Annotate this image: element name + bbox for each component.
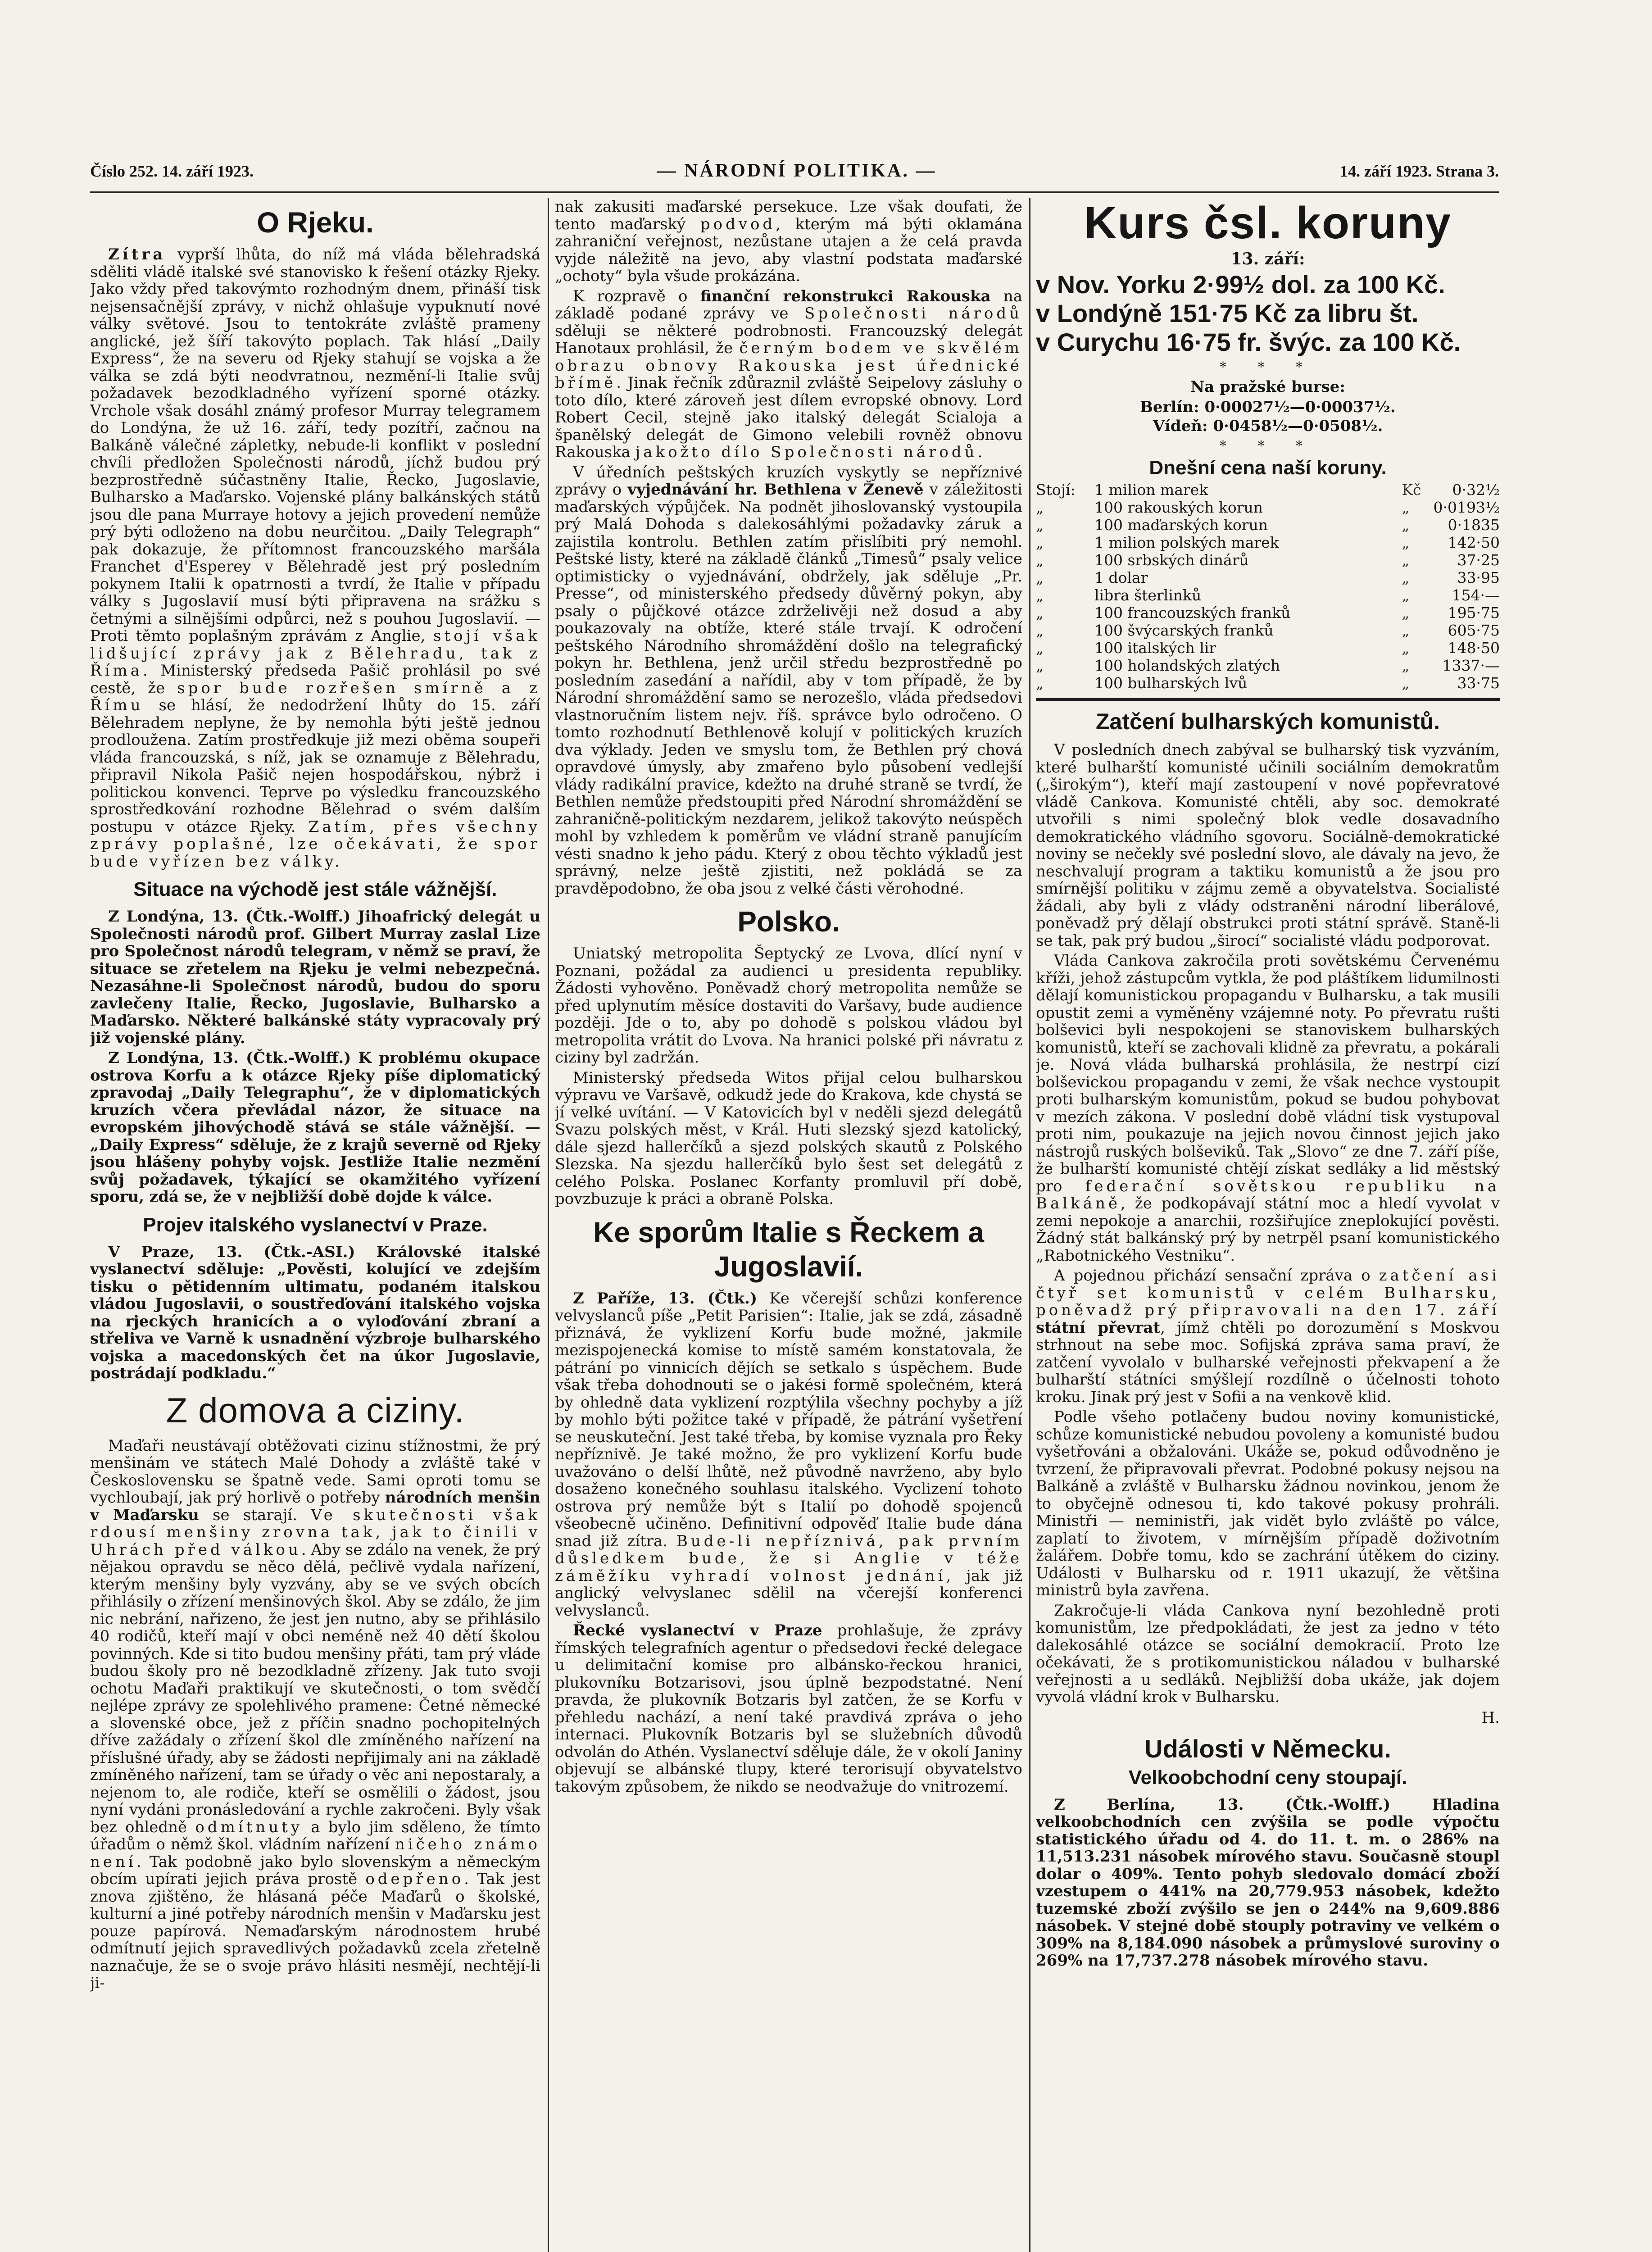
bold-text: státní převrat	[1036, 1318, 1161, 1337]
spaced-text: ničeho známo není	[90, 1835, 540, 1871]
rate-berlin: Berlín: 0·00027½—0·00037½.	[1140, 398, 1396, 416]
exchange-date: 13. září:	[1230, 250, 1305, 268]
rate-row-prefix: „	[1036, 586, 1044, 604]
text-run: , jak již anglický velvyslanec sdělil na včerejší konferenci velvyslanců.	[555, 1566, 1022, 1620]
spaced-text: odepřeno	[365, 1870, 464, 1888]
rate-row	[1036, 622, 1500, 639]
article-body: Z Londýna, 13. (Čtk.-Wolff.) K problému okupace ostrova Korfu a k otázce Rjeky píše diplomatický zpravodaj „Daily Telegraphu“, že v diplomatických kruzích včera převládal názor, že situace na evropském jihovýchodě stává se stále vážnější. — „Daily Express“ sděluje, že z krajů severně od Rjeky jsou hlášeny pohyby vojsk. Jestliže Italie nezmění svůj požadavek, týkající se okamžitého vyřízení sporu, zdá se, že v nejbližší době dojde k válce.	[90, 1049, 540, 1206]
rate-row-prefix: „	[1036, 639, 1044, 657]
spaced-text: odmítnuty	[195, 1818, 303, 1836]
column-2	[555, 198, 1022, 2252]
rate-item: 100 italských lir	[1094, 639, 1216, 657]
header-rule	[90, 191, 1499, 193]
rate-row	[1036, 481, 1500, 499]
article-body	[1036, 1267, 1500, 1406]
rate-row-prefix: „	[1036, 622, 1044, 639]
rate-unit: „	[1402, 551, 1410, 569]
article-title-sporum: Ke sporům Italie s Řeckem a Jugoslavií.	[593, 1216, 984, 1283]
rate-item: 1 milion polských marek	[1094, 534, 1279, 551]
spaced-text: podvod	[700, 215, 776, 233]
rate-row	[1036, 534, 1500, 551]
rate-zurich: v Curychu 16·75 fr. švýc. za 100 Kč.	[1036, 328, 1461, 356]
rate-row-prefix: „	[1036, 604, 1044, 622]
article-title-udalosti: Události v Německu.	[1144, 1734, 1391, 1763]
text-run: se hlásí, že nedodržení lhůty do 15. září Bělehradem neplyne, že by nemohla býti ještě jednou prodloužena. Zatím prostředkuje již mezi oběma soupeři vláda francouzská, s níž, jak se oznamuje z Bělehradu, připravil Nikola Pašič nejen hospodářskou, nýbrž i politickou konvenci. Teprve po výsledku francouzského sprostředkování rozhodne Bělehrad o svém dalším postupu v otázce Rjeky.	[90, 696, 540, 836]
rate-row	[1036, 499, 1500, 516]
article-subtitle: Velkoobchodní ceny stoupají.	[1128, 1766, 1407, 1789]
text-run: prohlašuje, že zprávy římských telegrafních agentur o předsedovi řecké delegace u delimitační komise pro albánsko-řeckou hranici, plukovníku Botzarisovi, jsou úplně bezpodstatné. Není pravda, že plukovník Botzaris byl zatčen, že se Korfu v přehledu nachází, a není také pravdivá zpráva o jeho internaci. Plukovník Botzaris byl se služebních důvodů odvolán do Athén. Vyslanectví sděluje dále, že v okolí Janiny objevují se albánské tlupy, které terorisují obyvatelstvo takovým způsobem, že nikdo se neodvažuje do vnitrozemí.	[555, 1621, 1022, 1796]
article-title-polsko: Polsko.	[737, 905, 840, 938]
spaced-text: spor bude rozřešen smírně a z Římu	[90, 679, 540, 714]
rate-row-prefix: „	[1036, 569, 1044, 586]
rate-unit: Kč	[1402, 481, 1421, 499]
rate-unit: „	[1402, 499, 1410, 516]
article-body: Z Londýna, 13. (Čtk.-Wolff.) Jihoafrický delegát u Společnosti národů prof. Gilbert Murray zaslal Lize pro Společnost národů telegram, v němž se praví, že situace se zřetelem na Rjeku je velmi nebezpečná. Nezasáhne-li Společnost národů, budou do sporu zavlečeny Italie, Řecko, Jugoslavie, Bulharsko a Maďarsko. Některé balkánské státy vypracovaly prý již vojenské plány.	[90, 908, 540, 1047]
text-run: . Ministerský předseda Pašič prohlásil po své cestě, že	[90, 662, 540, 697]
rate-value: 148·50	[1448, 639, 1500, 657]
article-title-zatceni: Zatčení bulharských komunistů.	[1095, 709, 1440, 734]
article-body	[90, 1437, 540, 1992]
rate-london: v Londýně 151·75 Kč za libru št.	[1036, 299, 1419, 327]
article-title-rijeka: O Rjeku.	[257, 206, 374, 239]
rate-value: 154·—	[1452, 586, 1500, 604]
text-run: V úředních peštských kruzích vyskytly se nepříznivé zprávy o	[555, 463, 1022, 499]
text-run: .	[977, 443, 983, 461]
rate-new-york: v Nov. Yorku 2·99½ dol. za 100 Kč.	[1036, 270, 1445, 299]
rate-value: 605·75	[1448, 622, 1500, 639]
rate-unit: „	[1402, 639, 1410, 657]
rate-vienna: Vídeň: 0·0458½—0·0508½.	[1153, 417, 1383, 435]
article-body	[90, 246, 540, 870]
rate-unit: „	[1402, 516, 1410, 534]
article-title-situace: Situace na východě jest stále vážnější.	[133, 878, 497, 900]
spaced-text: federační sovětskou republiku na Balkáně	[1036, 1177, 1500, 1212]
rate-item: 1 dolar	[1094, 569, 1148, 586]
text-run: Maďaři neustávají obtěžovati cizinu stížnostmi, že prý menšinám ve státech Malé Dohody a zvláště také v Československu se špatně vede. Sami oproti tomu se vychloubají, jak prý horlivě o potřeby	[90, 1436, 540, 1507]
article-body	[555, 198, 1022, 285]
column-divider	[548, 198, 549, 2252]
spaced-text: zatčení asi čtyř set komunistů v celém Bulharsku, poněvadž prý připravovali na den 17. září	[1036, 1267, 1500, 1319]
bold-text: finanční rekonstrukci Rakouska	[700, 287, 991, 305]
article-body	[555, 288, 1022, 461]
article-body: Podle všeho potlačeny budou noviny komunistické, schůze komunistické nebudou povoleny a komunisté budou vyšetřováni a obžalováni. Ukáže se, pokud odůvodněno je tvrzení, že připravovali převrat. Podobné pokusy nejsou na Balkáně a zvláště v Bulharsku žádnou novinkou, jenom že to obyčejně odnesou ti, kdo takové pokusy prohráli. Ministři — neministři, jak vidět bylo zvláště po válce, zaplatí to životem, v mírnějším případě doživotním žalářem. Dobře tomu, kdo se zachrání útěkem do ciziny. Události v Bulharsku od r. 1911 ukazují, že většina ministrů byla zavřena.	[1036, 1408, 1500, 1599]
section-title-domova: Z domova a ciziny.	[166, 1390, 465, 1430]
spaced-text: černým bodem ve skvělém obrazu obnovy Rakouska jest úřednické břímě	[555, 339, 1022, 392]
spaced-text: Společnosti národů	[804, 304, 1022, 322]
text-run: , kterým má býti oklamána zahraniční veřejnost, nezůstane utajen a že celá pravda vyjde náležitě na jevo, aby vlastní podstata maďarské „ochoty“ byla všude prokázána.	[555, 215, 1022, 285]
spaced-text: Bude-li nepříznivá, pak prvním důsledkem bude, že si Anglie v téže záměžíku vyhradí volnost jednání	[555, 1532, 1022, 1585]
rate-row	[1036, 657, 1500, 674]
rate-row-prefix: „	[1036, 499, 1044, 516]
text-run: sděluji se některé podrobnosti. Francouzský delegát Hanotaux prohlásil, že	[555, 322, 1022, 357]
text-run: K rozpravě o	[573, 287, 700, 305]
rate-value: 142·50	[1448, 534, 1500, 551]
lead-word: Zítra	[108, 245, 166, 263]
article-body	[555, 1622, 1022, 1795]
text-run: Ke včerejší schůzi konference velvyslanců píše „Petit Parisien“: Italie, jak se zdá, zásadně přiznává, že vyklizení Korfu bude možné, jakmile mezispojenecká komise to místě samém konstatovala, že pátrání po vinnicích dějích se setkalo s úspěchem. Bude však třeba dohodnouti se o jakési formě společném, která by ohledně data vyklizení rozptýlila všechny pochyby a jíž by mohlo býti požitce také v případě, že pátrání vyšetření se neuskuteční. Jest také třeba, by komise vyznala pro Řeky nepříznivě. Je také možno, že pro vyklizení Korfu bude uvažováno o delší lhůtě, než původně navrženo, aby bylo dosaženo konečného souhlasu italského. Vyclizení tohoto ostrova prý nemůže být s Italií po dohodě spojenců všeobecně učiněno. Definitivní odpověď Italie bude dána snad již zítra.	[555, 1289, 1022, 1550]
rate-row	[1036, 674, 1500, 692]
rate-unit: „	[1402, 657, 1410, 674]
text-run: . Tak podobně jako bylo slovenským a německým obcím upírati jejich práva prostě	[90, 1852, 540, 1888]
rate-item: 100 francouzských franků	[1094, 604, 1291, 622]
text-run: . Tak jest znova zjištěno, že hlásaná péče Maďarů o školské, kulturní a jiné potřeby národních menšin v Maďarsku jest pouze papírová. Nemaďarským národnostem hrubé odmítnutí jejich spravedlivých požadavků zcela zřetelně naznačuje, že se o svoje právo hlásiti nesmějí, nechtějí-li ji-	[90, 1870, 540, 1992]
rate-unit: „	[1402, 604, 1410, 622]
article-body: Z Berlína, 13. (Čtk.-Wolff.) Hladina velkoobchodních cen zvýšila se podle výpočtu statistického úřadu od 4. do 11. t. m. o 286% na 11,513.231 násobek mírového stavu. Současně stoupl dolar o 409%. Tento pohyb sledovalo domácí zboží vzestupem o 441% na 20,779.953 násobek, kdežto tuzemské zboží zvýšilo se jen o 244% na 9,609.886 násobek. V stejné době stouply potraviny ve velkém o 309% na 8,184.090 násobek a průmyslové suroviny o 269% na 17,737.278 násobek mírového stavu.	[1036, 1795, 1500, 1970]
page-number: 14. září 1923. Strana 3.	[1340, 162, 1499, 180]
column-1	[90, 198, 540, 2252]
rate-row-prefix: „	[1036, 674, 1044, 692]
page-header	[90, 160, 1499, 196]
article-body	[1036, 952, 1500, 1264]
text-run: a bylo jim sděleno, že tímto úřadům o němž škol. vládním nařízení	[90, 1818, 540, 1853]
rate-item: 100 holandských zlatých	[1094, 657, 1280, 674]
text-run: nak zakusiti maďarské persekuce. Lze však doufati, že tento maďarský	[555, 198, 1022, 233]
burse-title: Na pražské burse:	[1190, 378, 1345, 396]
article-title-projev: Projev italského vyslanectví v Praze.	[143, 1213, 488, 1236]
bold-text: národních menšin v Maďarsku	[90, 1489, 540, 1524]
issue-number: Číslo 252. 14. září 1923.	[90, 162, 254, 180]
column-divider	[1029, 198, 1030, 2252]
rate-row	[1036, 551, 1500, 569]
text-run: vyprší lhůta, do níž má vláda bělehradská sděliti vládě italské své stanovisko k řešení otázky Rjeky. Jako vždy před takovýmto rozhodným dnem, přináší tisk nejsensačnější zprávy, v nichž ohlašuje vypuknutí nové války světové. Jsou to tentokráte zvláště prameny anglické, jež šíří takovýto poplach. Tak hlásí „Daily Express“, že na severu od Rjeky stahují se vojska a že válka se zdá býti neodvratnou, nezmění-li Italie svůj požadavek bezodkladného vyřízení sporné otázky. Vrchole však dosáhl známý profesor Murray telegramem do Londýna, že už 16. září, tedy pozítří, začnou na Balkáně válečné zápletky, nebude-li konflikt v poslední chvíli předložen Společnosti národů, jíchž budou prý bezprostředně súčastněny Italie, Řecko, Jugoslavie, Bulharsko a Maďarsko. Vojenské plány balkánských států jsou dle pana Murraye hotovy a jejich provedení nemůže prý býti odloženo na dobu neurčitou. „Daily Telegraph“ pak dokazuje, že přítomnost francouzského maršála Franchet d'Esperey v Bělehradě jest prý posledním pokynem Italii k opatrnosti a tvrdí, že Italie v případu války s Jugoslavií musí býti připravena na srážku s četnými a silnějšími odpůrci, než s pouhou Jugoslavií. — Proti těmto poplašným zprávám z Anglie,	[90, 245, 540, 645]
rate-item: 100 srbských dinárů	[1094, 551, 1249, 569]
rate-unit: „	[1402, 622, 1410, 639]
rate-row	[1036, 604, 1500, 622]
rate-row-prefix: „	[1036, 551, 1044, 569]
box-bottom-rule	[1036, 698, 1500, 701]
author-signature: H.	[1481, 1708, 1500, 1727]
crown-price-table	[1036, 481, 1500, 692]
rate-value: 0·32½	[1452, 481, 1500, 499]
spaced-text: Ve skutečnosti však rdousí menšiny zrovna tak, jak to činili v Uhrách před válkou	[90, 1506, 540, 1559]
rate-unit: „	[1402, 534, 1410, 551]
rate-unit: „	[1402, 569, 1410, 586]
asterism: * * *	[1219, 438, 1316, 454]
text-run: A pojednou přichází sensační zpráva o	[1054, 1267, 1379, 1285]
article-body: V posledních dnech zabýval se bulharský tisk vyzváním, které bulharští komunisté učinili sociálním demokratům („širokým“), kteří mají zastoupení v nové popřevratové vládě Cankova. Komunisté chtěli, aby soc. demokraté utvořili s nimi společný blok vedle dosavadního demokratického vládního sgovoru. Sociálně-demokratické noviny se nečekly své poslední slovo, ale dávaly na jevo, že neschvalují program a taktiku komunistů a že jsou pro smírnější politiku v zájmu země a obyvatelstva. Socialisté žádali, aby byli z vlády odstraněni národní liberálové, poněvadž prý dělají obstrukci proti státní správě. Staně-li se tak, pak prý budou „širocí“ socialisté vládu podporovat.	[1036, 741, 1500, 950]
rate-item: 100 bulharských lvů	[1094, 674, 1248, 692]
spaced-text: Zatím, přes všechny zprávy poplašné, lze očekávati, že spor bude vyřízen bez války.	[90, 817, 540, 871]
spaced-text: stojí však lidšující zprávy jak z Bělehradu, tak z Říma	[90, 627, 540, 680]
article-body: Ministerský předseda Witos přijal celou bulharskou výpravu ve Varšavě, odkudž jede do Krakova, kde chystá se jí velké uvítání. — V Katovicích byl v neděli sjezd delegátů Svazu polských měst, v Král. Huti slezský sjezd katolický, dále sjezd hallerčíků a sjezd polských skautů z Polského Slezska. Na sjezdu hallerčíků bylo šest set delegátů z celého Polska. Poslanec Korfanty promluvil pří době, povzbuzuje k práci a obraně Polska.	[555, 1068, 1022, 1208]
rate-row-prefix: „	[1036, 516, 1044, 534]
rate-item: 100 maďarských korun	[1094, 516, 1268, 534]
text-run: Vláda Cankova zakročila proti sovětskému Červenému kříži, jehož zástupcům vytkla, že pod pláštíkem lidumilnosti dělají komunistickou propagandu v Bulharsku, a tak musili opustit zemi a vyměněny vzájemné noty. Po převratu rušti bolševici byli nespokojeni se stanoviskem bulharských komunistů, kteří se zachovali klidně za převratu, a pokárali je. Nová vláda bulharská prohlásila, že nestrpí cizí bolševickou propagandu v zemi, že však nechce vystoupit proti bulharským komunistům, pokud se budou pohybovat v mezích zákona. V poslední době vládní tisk vystupoval proti nim, poukazuje na jejich novou činnost jejich jako nástrojů ruských bolševiků. Tak „Slovo“ ze dne 7. září píše, že bulharští komunisté chtějí získat sedláky a lid městský pro	[1036, 952, 1500, 1195]
column-3	[1036, 198, 1500, 2252]
bold-text: Řecké vyslanectví v Praze	[573, 1621, 822, 1639]
exchange-rate-box	[1036, 198, 1500, 701]
spaced-text: jakožto dílo Společnosti národů	[635, 443, 978, 461]
text-run: v záležitosti maďarských výpůjček. Na podnět jihoslovanský vystoupila prý Malá Dohoda s dalekosáhlými požadavky záruk a zajistila kontrolu. Bethlen zatím přislíbiti prý nemohl. Peštské listy, které na základě článků „Timesů“ psaly velice optimisticky o vyjednávání, obdržely, jak sděluje „Pr. Presse“, od ministerského předsedy důvěrný pokyn, aby psaly o půjčkové otázce zdrželivěji než dosud a aby poukazovaly na obtíže, které stále trvají. K odročení peštského Národního shromáždění došlo na telegrafický pokyn hr. Bethlena, jenž určil středu bezprostředně po posledním zasedání a nařídil, aby v tom případě, že by Národní shromáždění samo se nerozešlo, vláda předsedovi vlastnoručním listem nejv. říš. správce bylo odročeno. O tomto rozhodnutí Bethlenově kolují v politických kruzích dva výklady. Jeden ve smyslu tom, že Bethlen prý chová opravdové úmysly, aby zmařeno bylo působení vedlejší vlády radikální pravice, kdežto na druhé straně se tvrdí, že Bethlen nemůže předstoupiti před Národní shromáždění se zahraničně-politickým nezdarem, jelikož takovýto neúspěch mohl by vzhledem k poměrům ve vládní straně panujícím vésti snadno k jeho pádu. Který z obou těchto výkladů jest správný, nelze ještě zjistiti, než pokládá se za pravděpodobno, že oba jsou z velké části věrohodné.	[555, 481, 1022, 898]
rate-row	[1036, 569, 1500, 586]
rate-value: 1337·—	[1442, 657, 1500, 674]
exchange-title: Kurs čsl. koruny	[1084, 198, 1452, 248]
rate-value: 195·75	[1448, 604, 1500, 622]
rate-item: libra šterlinků	[1094, 586, 1202, 604]
text-run: . Aby se zdálo na venek, že prý nějakou opravdu se něco dělá, pečlivě vydala nařízení, kterým menšiny byly vyzvány, aby se ve svých obcích přihlásily o zřízení menšinových škol. Aby se zdálo, že jim nic nebrání, nařizeno, že jest jen nutno, aby se přihlásilo 40 rodičů, kteří mají v obci neméně než 40 dětí školou povinných. Kde si tito budou menšiny přáti, tam prý vláde budou školy pro ně bezodkladně zřízeny. Jak tuto svoji ochotu Maďaři praktikují ve skutečnosti, o tom svědčí nejlépe zprávy ze spolehlivého pramene: Četné německé a slovenské obce, jež z příčin snadno pochopitelných dříve zažádaly o zřízení škol dle zmíněného nařízení na příslušné úřady, aby se žádosti nepřijimaly ani na základě zmíněného nařízení, tam se úřady o věc ani nepostaraly, a nejenom to, ale rodiče, kteří se osmělili o žádost, jsou nyní vydáni pronásledování a rychle zakročeni. Byly však bez ohledně	[90, 1540, 540, 1836]
rate-item: 100 rakouských korun	[1094, 499, 1263, 516]
text-run: , jímž chtěli po dorozumění s Moskvou strhnout na sebe moc. Sofijská zpráva sama praví, že zatčení vyvolalo v bulharské veřejnosti překvapení a že bulharští státníci smýšlejí rozdílně o účelnosti tohoto kroku. Jinak prý jest v Sofii a na venkově klid.	[1036, 1318, 1500, 1406]
rate-row-prefix: „	[1036, 534, 1044, 551]
rate-value: 33·95	[1457, 569, 1500, 586]
rate-value: 37·25	[1457, 551, 1500, 569]
article-body: V Praze, 13. (Čtk.-ASI.) Královské italské vyslanectví sděluje: „Pověsti, kolující ve zdejším tisku o pětidenním ultimatu, podaném italskou vládou Jugoslavii, o soustřeďování italského vojska na rjeckých hranicích a o vyloďování zbraní a střeliva ve Varně k usnadnění výzbroje bulharského vojska a macedonských čet na úkor Jugoslavie, postrádají podkladu.“	[90, 1243, 540, 1382]
rate-row	[1036, 586, 1500, 604]
text-run: , že podkopávají státní moc a hledí vyvolat v zemi nepokoje a anarchii, rozšiřujíce zneplokující pověsti. Žádný stát balkánský prý by netrpěl psaní komunistického „Rabotnického Vestniku“.	[1036, 1194, 1500, 1265]
article-body	[555, 1290, 1022, 1620]
article-body: Uniatský metropolita Šeptycký ze Lvova, dlící nyní v Poznani, požádal za audienci u presidenta republiky. Žádosti vyhověno. Poněvadž chorý metropolita nemůže se před uplynutím měsíce dostaviti do Varšavy, bude audience později. Jde o to, aby po dohodě s polskou vládou byl metropolita vrátit do Lvova. Na hranici polské při návratu z ciziny byl zadržán.	[555, 944, 1022, 1067]
bold-text: vyjednávání hr. Bethlena v Ženevě	[627, 481, 924, 499]
text-run: . Jinak řečník zdůraznil zvláště Seipelovy zásluhy o toto dílo, které zároveň jest dílem evropské obnovy. Lord Robert Cecil, stejně jako italský delegát Scialoja a španělský delegát de Gimono velebili rovněž obnovu Rakouska	[555, 374, 1022, 461]
rate-unit: „	[1402, 586, 1410, 604]
newspaper-title: — NÁRODNÍ POLITIKA. —	[657, 160, 937, 181]
article-body	[555, 464, 1022, 898]
rate-row-prefix: Stojí:	[1036, 481, 1076, 499]
rate-item: 1 milion marek	[1094, 481, 1208, 499]
article-body: Zakročuje-li vláda Cankova nyní bezohledně proti komunistům, lze předpokládati, že jest za jedno v této dalekosáhlé otázce se sociální demokracií. Proto lze očekávati, že s protikomunistickou náladou v bulharské veřejnosti a u sedláků. Nejbližší doba ukáže, jak dojem vyvolá vládní krok v Bulharsku.	[1036, 1601, 1500, 1706]
crown-price-title: Dnešní cena naší koruny.	[1149, 457, 1387, 479]
rate-unit: „	[1402, 674, 1410, 692]
rate-row	[1036, 639, 1500, 657]
text-run: na základě podané zprávy ve	[555, 287, 1022, 322]
rate-row	[1036, 516, 1500, 534]
rate-item: 100 švýcarských franků	[1094, 622, 1274, 639]
rate-value: 0·1835	[1448, 516, 1500, 534]
asterism: * * *	[1219, 359, 1316, 375]
rate-value: 33·75	[1457, 674, 1500, 692]
bold-text: Z Paříže, 13. (Čtk.)	[573, 1289, 758, 1308]
rate-value: 0·0193½	[1433, 499, 1500, 516]
rate-row-prefix: „	[1036, 657, 1044, 674]
text-run: se starají.	[199, 1506, 311, 1524]
